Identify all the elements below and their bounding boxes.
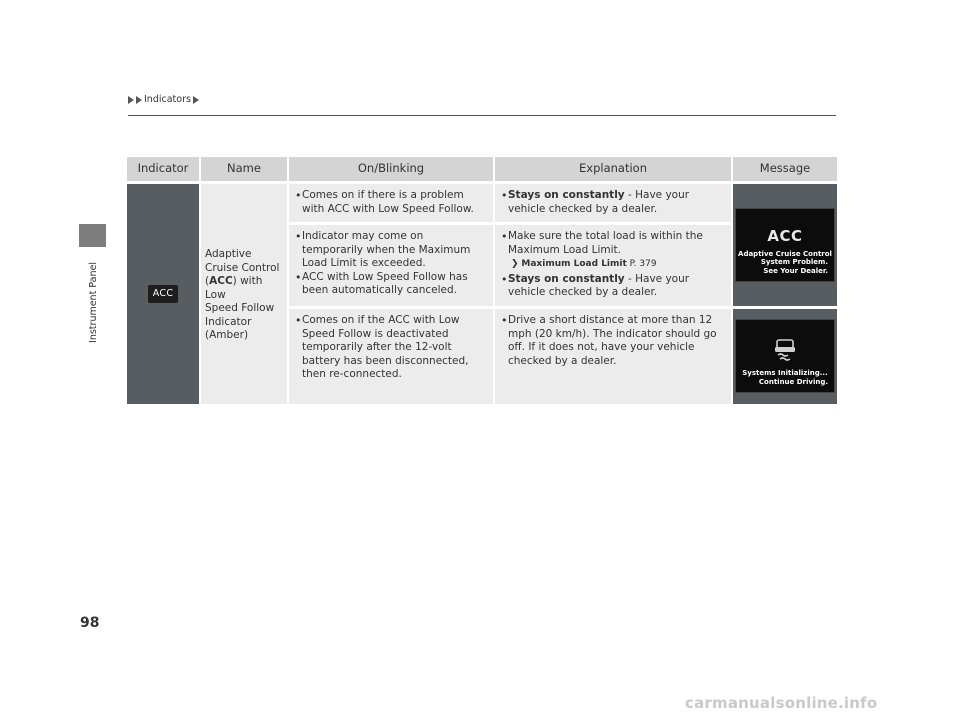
section-tab <box>79 224 106 247</box>
on-blinking-text: ACC with Low Speed Follow has been automatically canceled. <box>302 270 468 296</box>
message-screen-acc-problem <box>735 208 835 282</box>
explanation-text: - Have your vehicle checked by a dealer. <box>508 272 690 298</box>
bullet-icon: • <box>501 272 508 286</box>
header-name: Name <box>200 157 288 183</box>
bullet-icon: • <box>295 270 302 284</box>
watermark: carmanualsonline.info <box>685 694 878 712</box>
message-line: Continue Driving. <box>758 377 828 386</box>
name-line: Adaptive <box>205 248 252 260</box>
name-line: (Amber) <box>205 329 249 341</box>
message-line: System Problem. <box>760 258 828 266</box>
breadcrumb-arrow-icon <box>136 96 142 104</box>
breadcrumb-section[interactable]: Indicators <box>144 94 191 105</box>
explanation-cell <box>494 183 732 224</box>
table-row <box>127 183 837 224</box>
name-rest: ) with Low <box>205 275 263 301</box>
page-reference[interactable] <box>511 258 725 272</box>
name-line: Speed Follow <box>205 302 275 314</box>
name-acc: ACC <box>209 275 233 287</box>
explanation-text: Drive a short distance at more than 12 mph (20 km/h). The indicator should go off. If it does not, have your vehicle checked by a dealer. <box>508 314 717 367</box>
message-line: See Your Dealer. <box>763 266 828 275</box>
message-cell <box>732 308 837 404</box>
indicator-cell <box>127 183 200 404</box>
header-message: Message <box>732 157 837 183</box>
reference-page: P. 379 <box>626 259 657 269</box>
side-label-text: Instrument Panel <box>87 261 99 343</box>
bullet-icon: • <box>501 230 508 243</box>
side-label <box>76 252 110 352</box>
reference-icon: ❯ <box>511 259 522 269</box>
header-on-blinking: On/Blinking <box>288 157 494 183</box>
name-line: Indicator <box>205 315 252 328</box>
on-blinking-cell <box>288 224 494 308</box>
breadcrumb-arrow-icon <box>193 96 199 104</box>
message-cell <box>732 183 837 308</box>
explanation-bold: Stays on constantly <box>508 272 625 285</box>
name-line <box>205 275 283 302</box>
on-blinking-text: Indicator may come on temporarily when the Maximum Load Limit is exceeded. <box>302 230 471 269</box>
indicator-table <box>127 157 837 404</box>
bullet-icon: • <box>501 314 508 327</box>
bullet-icon: • <box>295 230 302 243</box>
explanation-text: Make sure the total load is within the Maximum Load Limit. <box>508 230 703 256</box>
on-blinking-cell <box>288 183 494 224</box>
message-line: Systems Initializing... <box>742 369 828 378</box>
header-indicator: Indicator <box>127 157 200 183</box>
explanation-text: - Have your vehicle checked by a dealer. <box>508 189 690 215</box>
on-blinking-cell <box>288 308 494 404</box>
header-rule <box>128 115 836 116</box>
bullet-icon: • <box>295 189 302 202</box>
header-explanation: Explanation <box>494 157 732 183</box>
reference-label: Maximum Load Limit <box>521 259 627 269</box>
name-paren: ( <box>205 275 210 287</box>
explanation-cell <box>494 224 732 308</box>
message-line: Adaptive Cruise Control <box>738 249 832 258</box>
table-header-row <box>127 157 837 183</box>
acc-indicator-icon: ACC <box>148 285 179 303</box>
message-screen-initializing <box>735 319 835 393</box>
message-acc-title: ACC <box>767 227 803 245</box>
explanation-bold: Stays on constantly <box>508 189 625 201</box>
name-line: Cruise Control <box>205 261 280 274</box>
name-cell <box>200 183 288 404</box>
on-blinking-text: Comes on if there is a problem with ACC with Low Speed Follow. <box>302 189 474 215</box>
page-number: 98 <box>80 615 100 631</box>
on-blinking-text: Comes on if the ACC with Low Speed Follow is deactivated temporarily after the 12-volt battery has been disconnected, then re-connected. <box>302 314 469 380</box>
bullet-icon: • <box>295 314 302 327</box>
breadcrumb <box>128 94 199 105</box>
explanation-cell <box>494 308 732 404</box>
bullet-icon: • <box>501 189 508 202</box>
vehicle-stability-icon <box>772 337 798 363</box>
breadcrumb-arrow-icon <box>128 96 134 104</box>
